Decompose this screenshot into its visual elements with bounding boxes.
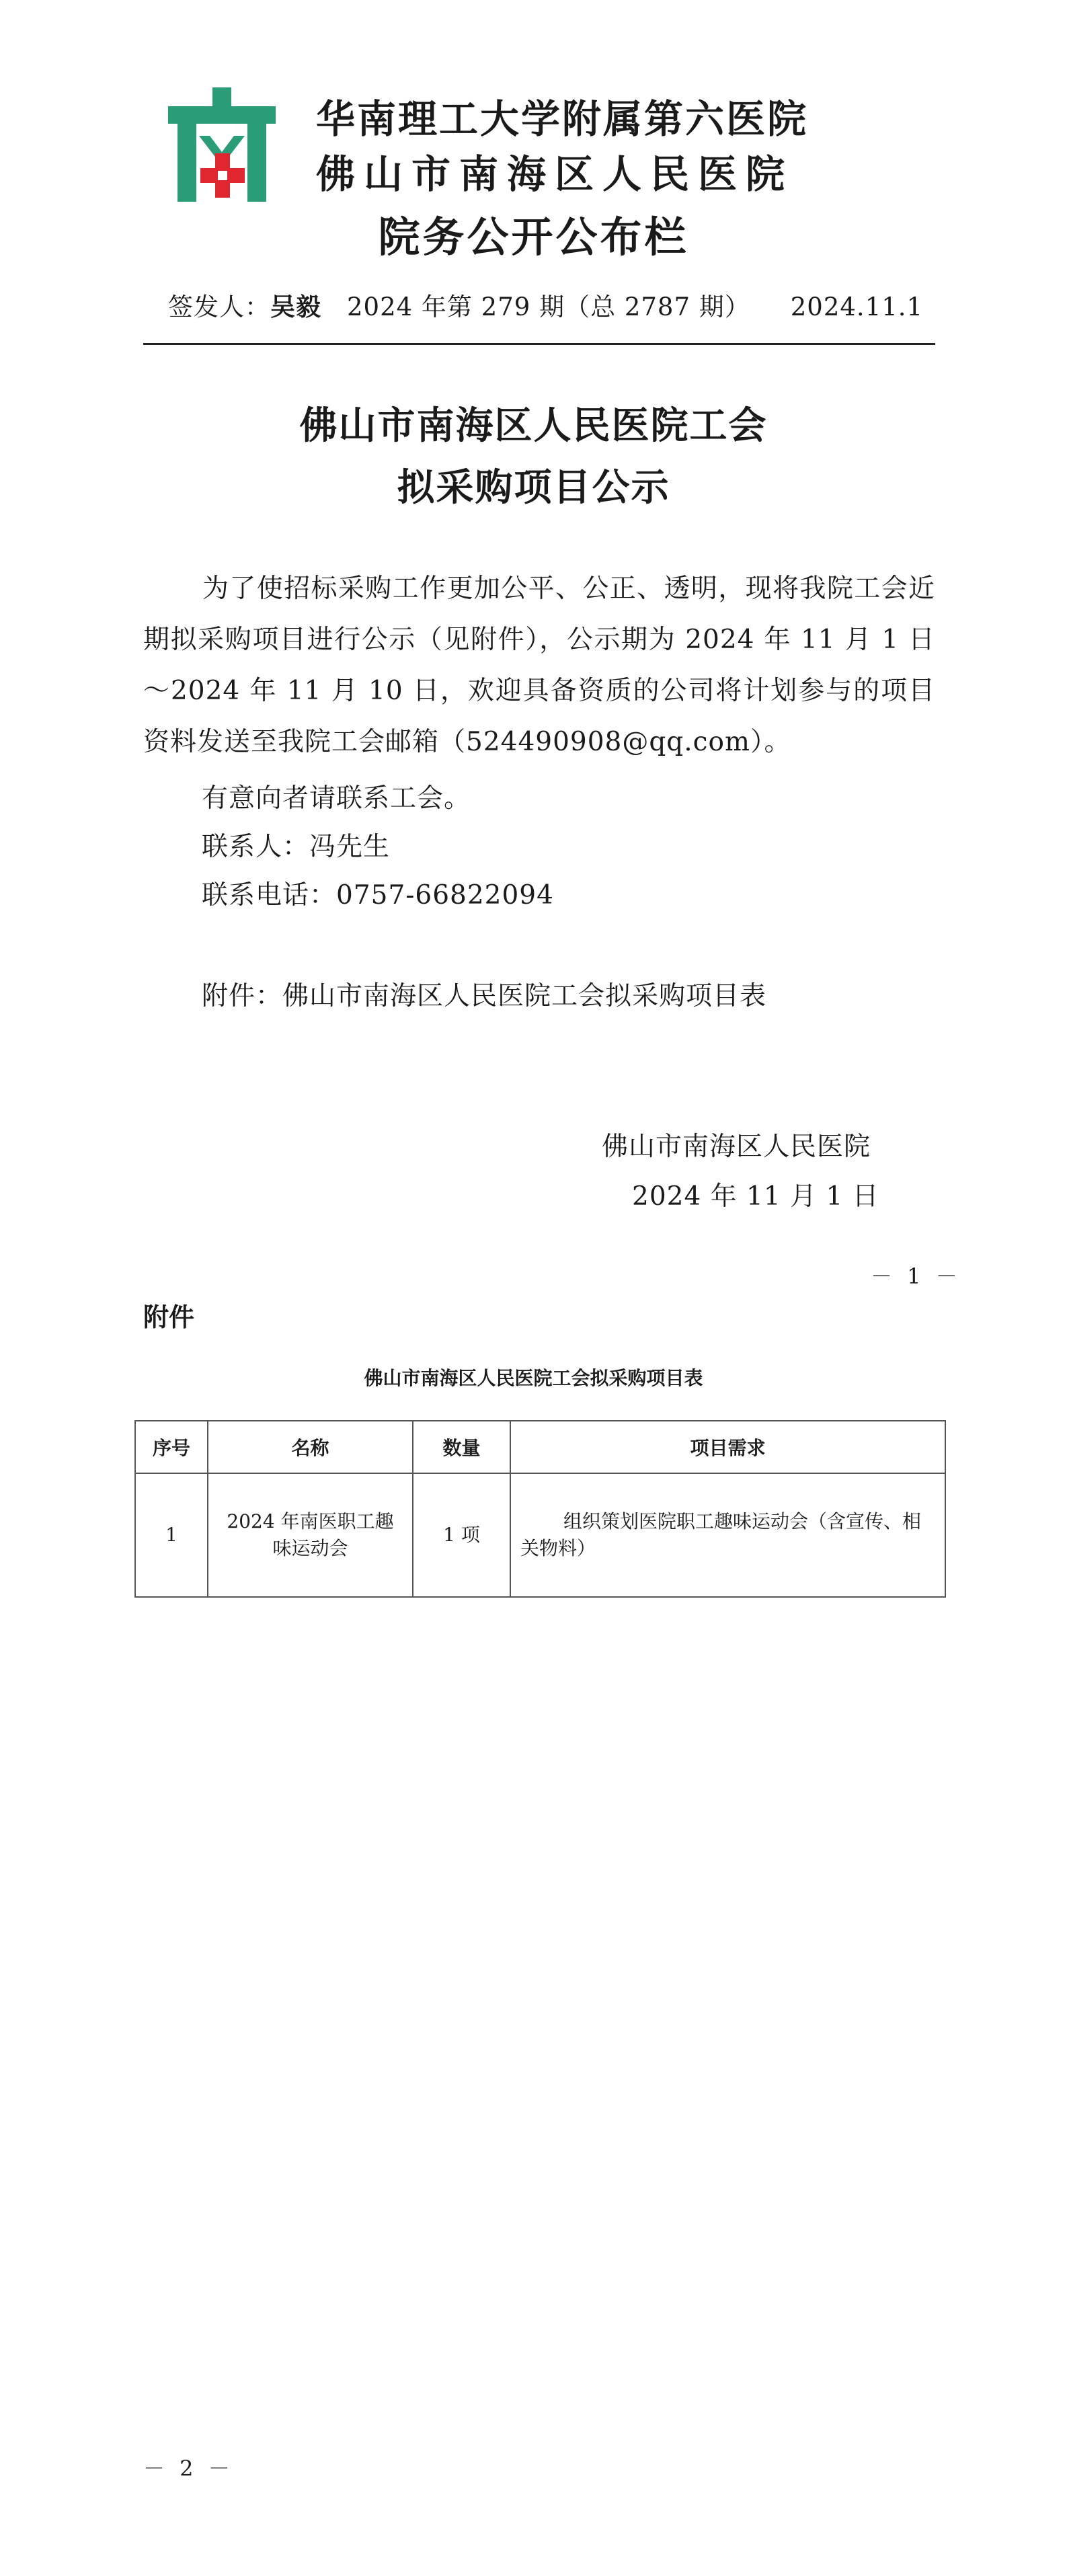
cell-quantity: 1 项 <box>413 1473 510 1597</box>
issue-date: 2024.11.1 <box>790 292 924 321</box>
attachment-label: 附件 <box>143 1302 195 1332</box>
signature-organization: 佛山市南海区人民医院 <box>602 1132 871 1162</box>
table-row <box>135 1473 945 1597</box>
hospital-name-line1: 华南理工大学附属第六医院 <box>316 96 809 142</box>
page-number: － 1 － <box>871 1263 961 1289</box>
header-divider <box>143 343 935 345</box>
column-header-quantity: 数量 <box>413 1421 510 1473</box>
notice-title-line1: 佛山市南海区人民医院工会 <box>299 404 768 448</box>
signer-name: 吴毅 <box>270 292 321 321</box>
issue-info-line <box>168 292 924 321</box>
notice-body: 为了使招标采购工作更加公平、公正、透明，现将我院工会近期拟采购项目进行公示（见附件），公示期为 2024 年 11 月 1 日～2024 年 11 月 10 日，欢迎具备资质的公司将计划参与的项目资料发送至我院工会邮箱（524490908@qq.com）。 <box>143 574 935 757</box>
column-header-index: 序号 <box>135 1421 208 1473</box>
hospital-name-line2: 佛山市南海区人民医院 <box>316 151 794 197</box>
cell-requirement: 组织策划医院职工趣味运动会（含宣传、相关物料） <box>510 1473 945 1597</box>
hospital-logo-icon <box>168 87 276 202</box>
table-title: 佛山市南海区人民医院工会拟采购项目表 <box>364 1367 703 1389</box>
column-header-name: 名称 <box>208 1421 413 1473</box>
contact-phone: 联系电话：0757-66822094 <box>202 880 554 910</box>
issue-number: 2024 年第 279 期（总 2787 期） <box>347 292 750 321</box>
signature-date: 2024 年 11 月 1 日 <box>632 1181 879 1212</box>
cell-name: 2024 年南医职工趣味运动会 <box>208 1473 413 1597</box>
column-header-requirement: 项目需求 <box>510 1421 945 1473</box>
cell-index: 1 <box>135 1473 208 1597</box>
signer-label: 签发人： <box>168 292 270 321</box>
table-header-row <box>135 1421 945 1473</box>
contact-person: 联系人：冯先生 <box>202 832 391 862</box>
notice-title-line2: 拟采购项目公示 <box>397 466 670 510</box>
page-number: － 2 － <box>143 2456 234 2481</box>
bulletin-title: 院务公开公布栏 <box>378 212 689 262</box>
procurement-table <box>134 1420 946 1598</box>
attachment-reference: 附件：佛山市南海区人民医院工会拟采购项目表 <box>202 981 767 1011</box>
contact-intro: 有意向者请联系工会。 <box>202 783 471 814</box>
